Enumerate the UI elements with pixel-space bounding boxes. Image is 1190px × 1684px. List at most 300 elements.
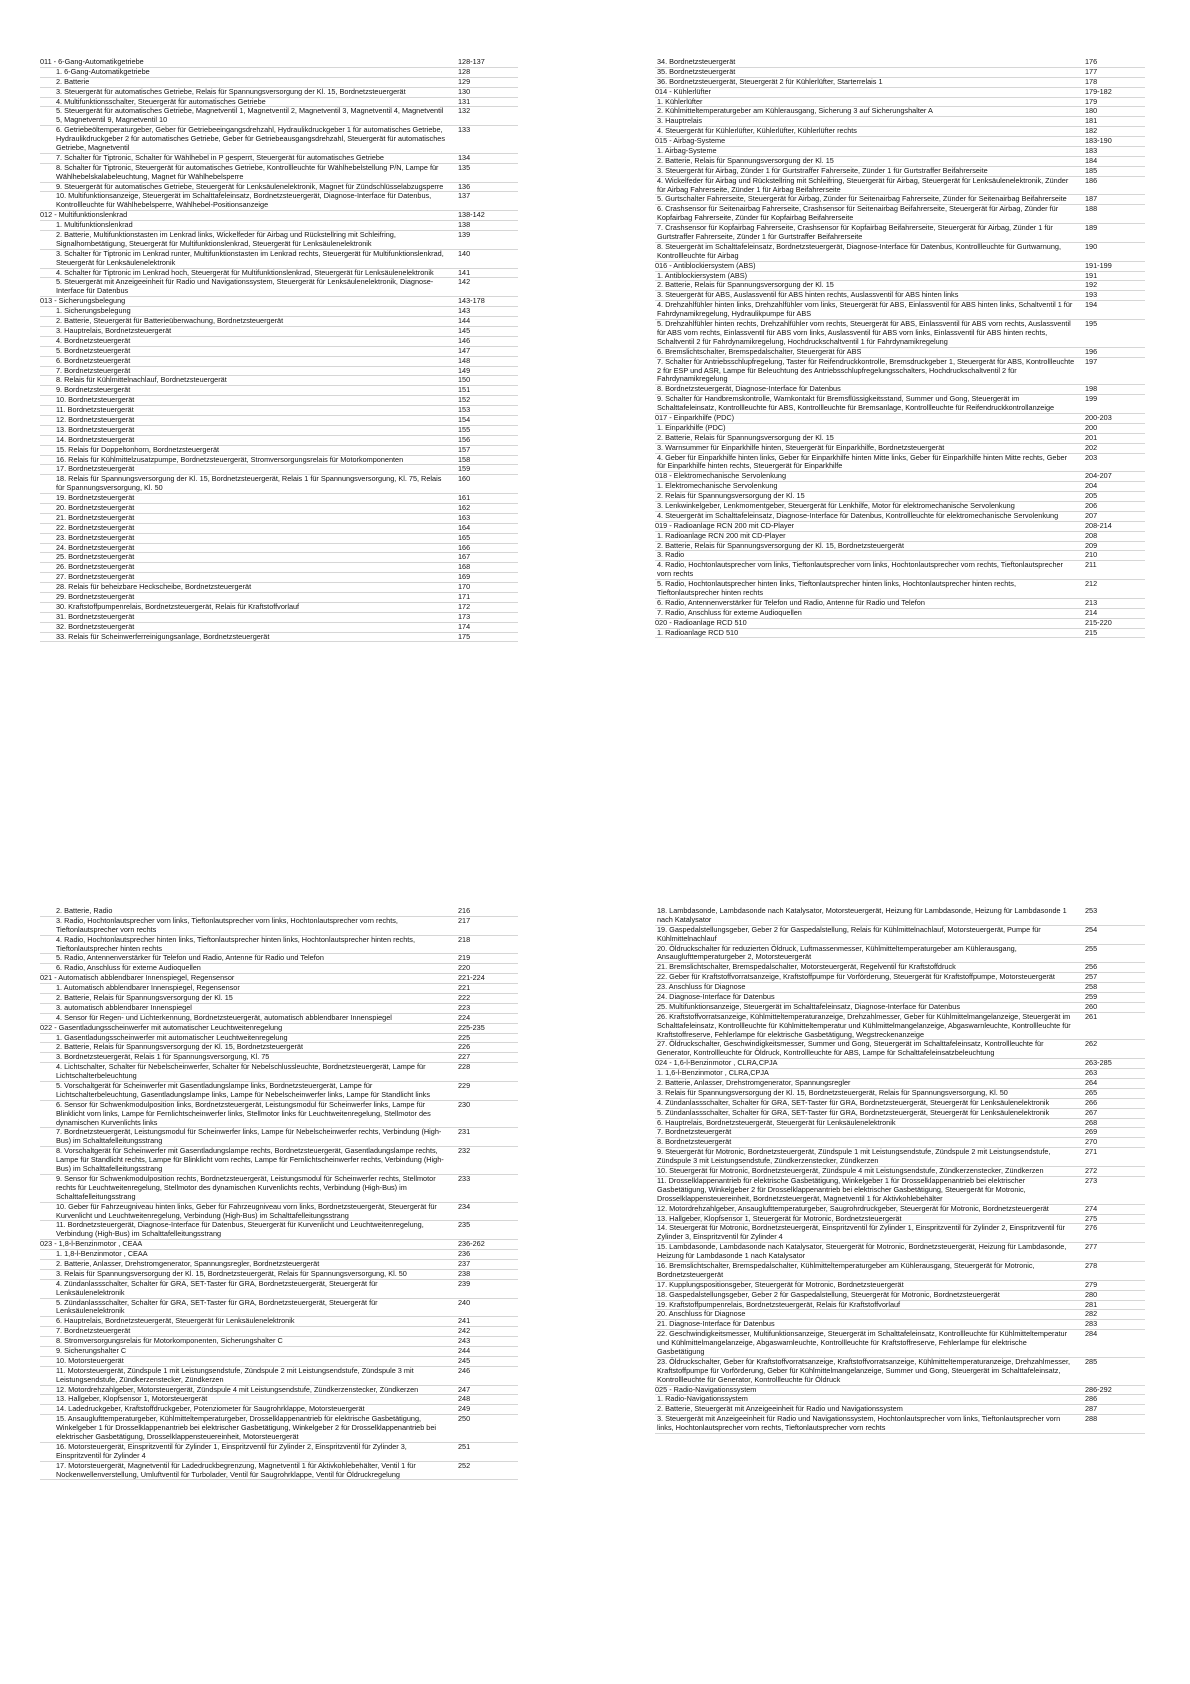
toc-entry <box>655 1358 1145 1386</box>
toc-entry-page: 206 <box>1085 500 1098 510</box>
toc-entry-title: 25. Multifunktionsanzeige, Steuergerät im Schalttafeleinsatz, Diagnose-Interface für Datenbus <box>657 1001 960 1011</box>
toc-entry-page: 263-285 <box>1085 1058 1112 1068</box>
toc-entry-title: 8. Relais für Kühlmittelnachlauf, Bordnetzsteuergerät <box>56 375 227 385</box>
toc-entry-page: 276 <box>1085 1223 1098 1233</box>
toc-entry <box>655 1415 1145 1434</box>
toc-entry <box>40 936 518 955</box>
toc-entry-page: 176 <box>1085 57 1098 66</box>
toc-entry-page: 273 <box>1085 1175 1098 1185</box>
toc-entry-title: 4. Multifunktionsschalter, Steuergerät für automatisches Getriebe <box>56 96 266 106</box>
toc-entry-page: 175 <box>458 631 471 641</box>
toc-section-heading <box>655 137 1145 147</box>
toc-entry-title: 23. Bordnetzsteuergerät <box>56 532 135 542</box>
toc-entry-page: 219 <box>458 953 471 963</box>
toc-entry-title: 4. Wickelfeder für Airbag und Rückstellring mit Schleifring, Steuergerät für Airbag, Steuergerät für Lenksäulenelektronik, Zünder für Airbag Fahrerseite, Zünder 1 für Airbag Beifahrerseite <box>657 175 1069 194</box>
toc-entry-title: 024 - 1,6-l-Benzinmotor , CLRA,CPJA <box>655 1058 778 1068</box>
toc-entry-page: 161 <box>458 493 471 503</box>
toc-entry-page: 223 <box>458 1002 471 1012</box>
toc-entry-title: 16. Bremslichtschalter, Bremspedalschalter, Kühlmitteltemperaturgeber am Kühlerausgang, Steuergerät für Motronic, Bordnetzsteuergerät <box>657 1260 1035 1279</box>
toc-entry-title: 6. Getriebeöltemperaturgeber, Geber für Getriebeeingangsdrehzahl, Hydraulikdruckgeber 1 für automatisches Getriebe, Hydraulikdruckgeber 2 für automatisches Getriebe, Geber für Getriebeausgangsdrehzahl, Steuergerät für automatisches Getriebe, Magnetventil <box>56 125 445 153</box>
toc-entry-title: 10. Geber für Fahrzeugniveau hinten links, Geber für Fahrzeugniveau vorn links, Bordnetzsteuergerät, Steuergerät für Kurvenlicht und Leuchtweitenregelung, Verbindung (High-Bus) im Schalttafelleitungsstrang <box>56 1201 437 1220</box>
toc-entry-title: 3. Relais für Spannungsversorgung der Kl. 15, Bordnetzsteuergerät, Relais für Spannungsversorgung, Kl. 50 <box>56 1268 407 1278</box>
toc-entry-title: 9. Steuergerät für automatisches Getriebe, Steuergerät für Lenksäulenelektronik, Magnet für Zündschlüsselabzugsperre <box>56 181 444 191</box>
toc-entry <box>40 1175 518 1203</box>
toc-entry-page: 200 <box>1085 422 1098 432</box>
toc-entry-page: 138-142 <box>458 210 485 220</box>
toc-entry-title: 7. Schalter für Tiptronic, Schalter für Wählhebel in P gesperrt, Steuergerät für automatisches Getriebe <box>56 152 384 162</box>
toc-entry-page: 184 <box>1085 155 1098 165</box>
toc-entry-title: 3. Radio <box>657 550 685 560</box>
toc-entry-title: 7. Bordnetzsteuergerät <box>56 1326 131 1336</box>
toc-entry-page: 248 <box>458 1394 471 1404</box>
toc-entry-page: 172 <box>458 601 471 611</box>
toc-entry <box>40 1203 518 1222</box>
toc-entry-page: 153 <box>458 405 471 415</box>
toc-entry-title: 015 - Airbag-Systeme <box>655 136 726 146</box>
toc-entry-page: 236-262 <box>458 1239 485 1249</box>
toc-entry-page: 271 <box>1085 1147 1098 1157</box>
toc-entry <box>40 1221 518 1240</box>
toc-entry <box>40 164 518 183</box>
toc-entry-title: 3. Hauptrelais, Bordnetzsteuergerät <box>56 325 172 335</box>
toc-entry-page: 144 <box>458 316 471 326</box>
toc-entry-title: 17. Kupplungspositionsgeber, Steuergerät für Motronic, Bordnetzsteuergerät <box>657 1279 904 1289</box>
toc-entry-page: 204 <box>1085 481 1098 491</box>
toc-entry-title: 11. Bordnetzsteuergerät <box>56 405 134 415</box>
toc-entry-title: 1. Radio-Navigationssystem <box>657 1394 748 1404</box>
toc-entry-page: 190 <box>1085 241 1098 251</box>
toc-entry-title: 33. Relais für Scheinwerferreinigungsanlage, Bordnetzsteuergerät <box>56 631 270 641</box>
toc-entry <box>40 1415 518 1443</box>
toc-entry-page: 133 <box>458 125 471 135</box>
toc-entry-title: 021 - Automatisch abblendbarer Innenspiegel, Regensensor <box>40 973 235 983</box>
toc-entry-title: 018 - Elektromechanische Servolenkung <box>655 471 787 481</box>
toc-entry-page: 158 <box>458 454 471 464</box>
toc-entry-page: 173 <box>458 611 471 621</box>
toc-entry-title: 34. Bordnetzsteuergerät <box>657 57 736 66</box>
toc-entry-title: 3. Bordnetzsteuergerät, Relais 1 für Spannungsversorgung, Kl. 75 <box>56 1052 270 1062</box>
toc-entry-page: 237 <box>458 1258 471 1268</box>
toc-entry-page: 162 <box>458 502 471 512</box>
toc-entry <box>655 1224 1145 1243</box>
toc-entry-title: 21. Bordnetzsteuergerät <box>56 512 135 522</box>
toc-entry <box>40 1128 518 1147</box>
toc-entry-page: 210 <box>1085 550 1098 560</box>
toc-entry-title: 10. Motorsteuergerät <box>56 1355 124 1365</box>
toc-entry-title: 8. Schalter für Tiptronic, Steuergerät für automatisches Getriebe, Kontrollleuchte für Wählhebelstellung P/N, Lampe für Wählhebelskalabeleuchtung, Magnet für Wählhebelsperre <box>56 162 439 181</box>
toc-entry-page: 152 <box>458 395 471 405</box>
toc-entry-title: 1. Gasentladungsscheinwerfer mit automatischer Leuchtweitenregelung <box>56 1032 288 1042</box>
toc-entry <box>40 1367 518 1386</box>
toc-entry-title: 25. Bordnetzsteuergerät <box>56 552 135 562</box>
toc-entry-title: 19. Kraftstoffpumpenrelais, Bordnetzsteuergerät, Relais für Kraftstoffvorlauf <box>657 1299 901 1309</box>
toc-entry-title: 9. Schalter für Handbremskontrolle, Warnkontakt für Bremsflüssigkeitsstand, Summer und Gong, Steuergerät im Schalttafeleinsatz, Kontrollleuchte für ABS, Kontrollleuchte für Bremsanlage, Kontrollleuchte für Reifendruckkontrollanzeige <box>657 394 1055 413</box>
toc-entry-title: 5. Steuergerät mit Anzeigeeinheit für Radio und Navigationssystem, Steuergerät für Lenksäulenelektronik, Diagnose-Interface für Datenbus <box>56 277 434 296</box>
toc-entry-title: 2. Batterie, Relais für Spannungsversorgung der Kl. 15 <box>657 280 834 290</box>
toc-entry-page: 164 <box>458 522 471 532</box>
toc-entry-page: 225 <box>458 1032 471 1042</box>
toc-entry <box>655 580 1145 599</box>
toc-entry-page: 277 <box>1085 1242 1098 1252</box>
toc-entry-title: 9. Sicherungshalter C <box>56 1345 127 1355</box>
toc-entry-title: 5. Vorschaltgerät für Scheinwerfer mit Gasentladungslampe links, Bordnetzsteuergerät, Lampe für Lichtschalterbeleuchtung, Gasentladungslampe links, Lampe für Nebelscheinwerfer links, Lampe für Standlicht links <box>56 1081 430 1099</box>
toc-entry-page: 154 <box>458 414 471 424</box>
toc-entry-title: 7. Bordnetzsteuergerät <box>657 1127 732 1137</box>
toc-entry-page: 208 <box>1085 530 1098 540</box>
toc-entry-page: 228 <box>458 1062 471 1072</box>
toc-entry-page: 169 <box>458 572 471 582</box>
toc-entry-title: 9. Sensor für Schwenkmodulposition rechts, Bordnetzsteuergerät, Leistungsmodul für Scheinwerfer rechts, Stellmotor rechts für Leuchtweitenregelung, Stellmotor des dynamischen Kurvenlichts rechts, Verbindung (High-Bus) im Schalttafelleitungsstrang <box>56 1173 436 1201</box>
toc-entry <box>40 1462 518 1481</box>
toc-entry-title: 11. Motorsteuergerät, Zündspule 1 mit Leistungsendstufe, Zündspule 2 mit Leistungsendstufe, Zündspule 3 mit Leistungsendstufe, Zündkerzenstecker, Zündkerzen <box>56 1365 414 1384</box>
toc-entry-page: 148 <box>458 355 471 365</box>
toc-entry-page: 258 <box>1085 982 1098 992</box>
toc-entry-title: 022 - Gasentladungsscheinwerfer mit automatischer Leuchtweitenregelung <box>40 1022 283 1032</box>
toc-entry-title: 3. Radio, Hochtonlautsprecher vorn links, Tieftonlautsprecher vorn links, Hochtonlautsprecher vorn rechts, Tieftonlautsprecher vorn rechts <box>56 915 398 934</box>
toc-entry-title: 30. Kraftstoffpumpenrelais, Bordnetzsteuergerät, Relais für Kraftstoffvorlauf <box>56 601 300 611</box>
toc-entry-page: 259 <box>1085 992 1098 1002</box>
toc-entry-page: 268 <box>1085 1117 1098 1127</box>
toc-entry-page: 231 <box>458 1127 471 1137</box>
toc-entry-page: 131 <box>458 96 471 106</box>
toc-entry-page: 255 <box>1085 943 1098 953</box>
toc-entry-page: 136 <box>458 181 471 191</box>
toc-entry-page: 265 <box>1085 1087 1098 1097</box>
toc-entry-title: 6. Radio, Antennenverstärker für Telefon und Radio, Antenne für Radio und Telefon <box>657 597 925 607</box>
toc-entry-page: 208-214 <box>1085 520 1112 530</box>
toc-entry-page: 143-178 <box>458 296 485 306</box>
toc-entry-page: 142 <box>458 277 471 287</box>
toc-entry-page: 262 <box>1085 1039 1098 1049</box>
toc-entry <box>655 301 1145 320</box>
toc-entry-page: 260 <box>1085 1001 1098 1011</box>
toc-entry-title: 2. Batterie, Radio <box>56 906 113 915</box>
toc-entry-title: 4. Lichtschalter, Schalter für Nebelscheinwerfer, Schalter für Nebelschlussleuchte, Bordnetzsteuergerät, Lampe für Lichtschalterbeleuchtung <box>56 1062 426 1081</box>
toc-entry-title: 2. Batterie, Anlasser, Drehstromgenerator, Spannungsregler <box>657 1078 851 1088</box>
toc-entry-page: 179-182 <box>1085 86 1112 96</box>
toc-entry-title: 22. Geschwindigkeitsmesser, Multifunktionsanzeige, Steuergerät im Schalttafeleinsatz, Kontrollleuchte für Kühlmitteltemperatur und Kühlmittelmangelanzeige, Abgaswarnleuchte, Kontrollleuchte für Kraftstoffreserve, Fehlerlampe für elektrische Gasbetätigung <box>657 1329 1068 1356</box>
toc-entry-title: 14. Bordnetzsteuergerät <box>56 434 135 444</box>
toc-entry <box>40 250 518 269</box>
toc-entry <box>655 542 1145 552</box>
toc-entry-title: 2. Batterie, Steuergerät für Batterieüberwachung, Bordnetzsteuergerät <box>56 316 284 326</box>
toc-entry-page: 202 <box>1085 442 1098 452</box>
toc-entry-page: 149 <box>458 365 471 375</box>
toc-entry-page: 174 <box>458 621 471 631</box>
toc-entry-page: 207 <box>1085 510 1098 520</box>
toc-entry-title: 3. Lenkwinkelgeber, Lenkmomentgeber, Steuergerät für Lenkhilfe, Motor für elektromechanische Servolenkung <box>657 500 1015 510</box>
toc-entry-page: 191-199 <box>1085 260 1112 270</box>
toc-entry-page: 226 <box>458 1042 471 1052</box>
toc-entry-page: 192 <box>1085 280 1098 290</box>
toc-entry-title: 24. Diagnose-Interface für Datenbus <box>657 992 775 1002</box>
toc-entry-title: 1. Antiblockiersystem (ABS) <box>657 270 748 280</box>
toc-entry-page: 263 <box>1085 1068 1098 1078</box>
toc-entry-title: 18. Lambdasonde, Lambdasonde nach Katalysator, Motorsteuergerät, Heizung für Lambdasonde, Heizung für Lambdasonde 1 nach Katalysator <box>657 906 1067 924</box>
toc-top-left <box>40 58 518 642</box>
toc-entry-title: 26. Bordnetzsteuergerät <box>56 562 135 572</box>
toc-entry-title: 13. Bordnetzsteuergerät <box>56 424 135 434</box>
toc-entry-page: 270 <box>1085 1137 1098 1147</box>
toc-entry-title: 5. Zündanlassschalter, Schalter für GRA, SET-Taster für GRA, Bordnetzsteuergerät, Steuergerät für Lenksäulenelektronik <box>657 1107 1050 1117</box>
toc-entry-title: 1. Einparkhilfe (PDC) <box>657 422 726 432</box>
toc-entry <box>40 192 518 211</box>
toc-entry <box>40 278 518 297</box>
toc-entry <box>655 1148 1145 1167</box>
toc-entry <box>40 1443 518 1462</box>
toc-entry-page: 215-220 <box>1085 617 1112 627</box>
toc-entry-page: 269 <box>1085 1127 1098 1137</box>
toc-entry-title: 19. Gaspedalstellungsgeber, Geber 2 für Gaspedalstellung, Relais für Kühlmittelnachlauf, Motorsteuergerät, Pumpe für Kühlmittelnachlauf <box>657 924 1041 943</box>
toc-entry-title: 7. Crashsensor für Kopfairbag Fahrerseite, Crashsensor für Kopfairbag Beifahrerseite, Steuergerät für Airbag, Zünder 1 für Gurtstraffer Fahrerseite, Zünder 1 für Gurtstraffer Beifahrerseite <box>657 223 1053 242</box>
toc-entry-title: 20. Bordnetzsteuergerät <box>56 502 135 512</box>
toc-entry-title: 8. Bordnetzsteuergerät, Diagnose-Interface für Datenbus <box>657 384 841 394</box>
toc-entry-title: 1. Radioanlage RCD 510 <box>657 627 739 637</box>
toc-entry-page: 232 <box>458 1146 471 1156</box>
toc-entry <box>40 126 518 154</box>
toc-entry-page: 222 <box>458 993 471 1003</box>
toc-entry-title: 3. Schalter für Tiptronic im Lenkrad runter, Multifunktionstasten im Lenkrad rechts, Steuergerät für Multifunktionslenkrad, Steuergerät für Lenksäulenelektronik <box>56 248 444 267</box>
toc-entry <box>40 917 518 936</box>
toc-entry-page: 247 <box>458 1384 471 1394</box>
toc-entry-title: 23. Anschluss für Diagnose <box>657 982 746 992</box>
toc-entry-title: 1. Elektromechanische Servolenkung <box>657 481 778 491</box>
toc-entry-page: 141 <box>458 267 471 277</box>
toc-entry-page: 200-203 <box>1085 412 1112 422</box>
toc-entry <box>40 1280 518 1299</box>
toc-entry-page: 244 <box>458 1345 471 1355</box>
toc-entry-title: 4. Zündanlassschalter, Schalter für GRA, SET-Taster für GRA, Bordnetzsteuergerät, Steuergerät für Lenksäulenelektronik <box>657 1097 1050 1107</box>
toc-entry-page: 191 <box>1085 270 1098 280</box>
toc-entry-title: 5. Bordnetzsteuergerät <box>56 345 131 355</box>
toc-entry-page: 203 <box>1085 452 1098 462</box>
toc-entry <box>655 224 1145 243</box>
toc-entry-title: 2. Batterie, Steuergerät mit Anzeigeeinheit für Radio und Navigationssystem <box>657 1404 903 1414</box>
toc-section-heading <box>655 414 1145 424</box>
toc-entry-title: 23. Öldruckschalter, Geber für Kraftstoffvorratsanzeige, Kraftstoffvorratsanzeige, Kühlmitteltemperaturanzeige, Drehzahlmesser, Kraftstoffpumpe für Vorförderung, Geber für Kühlmittelmangelanzeige, Summer und Gong, Steuergerät im Schalttafeleinsatz, Kontrollleuchte für Generator, Kontrollleuchte für Öldruck <box>657 1356 1071 1384</box>
toc-entry-title: 27. Bordnetzsteuergerät <box>56 572 135 582</box>
toc-entry-page: 204-207 <box>1085 471 1112 481</box>
toc-entry-page: 254 <box>1085 924 1098 934</box>
toc-entry-title: 15. Relais für Doppeltonhorn, Bordnetzsteuergerät <box>56 444 220 454</box>
toc-entry-page: 286 <box>1085 1394 1098 1404</box>
toc-entry-title: 20. Anschluss für Diagnose <box>657 1309 746 1319</box>
toc-entry-page: 196 <box>1085 346 1098 356</box>
toc-entry-title: 4. Geber für Einparkhilfe hinten links, Geber für Einparkhilfe hinten Mitte links, Geber für Einparkhilfe hinten Mitte rechts, Geber für Einparkhilfe hinten rechts, Steuergerät für Einparkhilfe <box>657 452 1068 471</box>
toc-entry-title: 1. Sicherungsbelegung <box>56 306 131 316</box>
toc-entry-title: 2. Kühlmitteltemperaturgeber am Kühlerausgang, Sicherung 3 auf Sicherungshalter A <box>657 106 933 116</box>
toc-entry-title: 020 - Radioanlage RCD 510 <box>655 617 747 627</box>
toc-entry-page: 198 <box>1085 384 1098 394</box>
toc-entry-page: 145 <box>458 325 471 335</box>
toc-entry-page: 274 <box>1085 1203 1098 1213</box>
toc-entry-title: 5. Drehzahlfühler hinten rechts, Drehzahlfühler vorn rechts, Steuergerät für ABS, Einlassventil für ABS vorn rechts, Auslassventil für ABS vorn rechts, Einlassventil für ABS vorn links, Auslassventil für ABS vorn links, Einlassventil für ABS hinten rechts, Schaltventil 2 für Fahrdynamikregelung, Hochdruckschaltventil 1 für Fahrdynamikregelung <box>657 319 1071 346</box>
toc-entry-page: 240 <box>458 1297 471 1307</box>
toc-entry-title: 20. Öldruckschalter für reduzierten Öldruck, Luftmassenmesser, Kühlmitteltemperaturgeber am Kühlerausgang, Ansauglufttemperaturgeber 2, Motorsteuergerät <box>657 943 1017 962</box>
toc-entry-title: 6. Bordnetzsteuergerät <box>56 355 131 365</box>
toc-entry-page: 201 <box>1085 432 1098 442</box>
toc-entry-page: 243 <box>458 1336 471 1346</box>
toc-entry-page: 239 <box>458 1278 471 1288</box>
toc-entry <box>40 231 518 250</box>
toc-entry-page: 151 <box>458 385 471 395</box>
toc-entry-page: 246 <box>458 1365 471 1375</box>
toc-entry <box>655 358 1145 386</box>
toc-entry-page: 199 <box>1085 394 1098 404</box>
toc-entry-title: 17. Motorsteuergerät, Magnetventil für Ladedruckbegrenzung, Magnetventil 1 für Aktivkohlebehälter, Ventil 1 für Nockenwellenverstellung, Umluftventil für Turbolader, Ventil für Saugrohrklappe, Ventil für Öldruckregelung <box>56 1460 416 1479</box>
toc-entry-title: 6. Bremslichtschalter, Bremspedalschalter, Steuergerät für ABS <box>657 346 862 356</box>
toc-entry-title: 26. Kraftstoffvorratsanzeige, Kühlmitteltemperaturanzeige, Drehzahlmesser, Geber für Kühlmittelmangelanzeige, Steuergerät im Schalttafeleinsatz, Kontrollleuchte für Kühlmitteltemperatur und Kühlmittelmangelanzeige, Abgaswarnleuchte, Kontrollleuchte für Kraftstoffreserve, Fehlerlampe für elektrische Gasbetätigung, Wegstreckenanzeige <box>657 1011 1071 1039</box>
toc-entry-title: 9. Bordnetzsteuergerät <box>56 385 131 395</box>
toc-entry-title: 2. Batterie, Anlasser, Drehstromgenerator, Spannungsregler, Bordnetzsteuergerät <box>56 1258 320 1268</box>
toc-entry-page: 163 <box>458 512 471 522</box>
toc-entry-title: 1. Kühlerlüfter <box>657 96 703 106</box>
toc-entry-page: 218 <box>458 934 471 944</box>
toc-entry-page: 217 <box>458 915 471 925</box>
toc-entry-page: 186 <box>1085 175 1098 185</box>
toc-entry-title: 3. Steuergerät für ABS, Auslassventil für ABS hinten rechts, Auslassventil für ABS hinten links <box>657 290 959 300</box>
toc-entry-title: 1. 1,8-l-Benzinmotor , CEAA <box>56 1249 148 1259</box>
toc-entry-page: 278 <box>1085 1260 1098 1270</box>
toc-entry-title: 6. Sensor für Schwenkmodulposition links, Bordnetzsteuergerät, Leistungsmodul für Scheinwerfer links, Lampe für Blinklicht vorn links, Lampe für Fernlichtscheinwerfer links, Stellmotor links für Leuchtweitenregelung, Stellmotor des dynamischen Kurvenlichts links <box>56 1099 431 1127</box>
toc-entry-page: 233 <box>458 1173 471 1183</box>
toc-entry <box>40 1082 518 1101</box>
toc-entry <box>40 1147 518 1175</box>
toc-entry-page: 286-292 <box>1085 1384 1112 1394</box>
toc-entry <box>655 1040 1145 1059</box>
toc-entry-page: 284 <box>1085 1329 1098 1339</box>
toc-entry-page: 285 <box>1085 1356 1098 1366</box>
toc-entry-page: 139 <box>458 230 471 240</box>
toc-entry-title: 4. Zündanlassschalter, Schalter für GRA, SET-Taster für GRA, Bordnetzsteuergerät, Steuergerät für Lenksäulenelektronik <box>56 1278 378 1297</box>
toc-entry-title: 7. Bordnetzsteuergerät <box>56 365 131 375</box>
toc-entry-page: 251 <box>458 1441 471 1451</box>
toc-entry <box>655 1262 1145 1281</box>
toc-entry-page: 220 <box>458 963 471 973</box>
toc-entry-title: 29. Bordnetzsteuergerät <box>56 591 135 601</box>
toc-entry-page: 238 <box>458 1268 471 1278</box>
toc-entry-page: 135 <box>458 162 471 172</box>
toc-entry-title: 3. Steuergerät für automatisches Getriebe, Relais für Spannungsversorgung der Kl. 15, Bordnetzsteuergerät <box>56 86 406 96</box>
toc-entry <box>40 1299 518 1318</box>
toc-entry-page: 212 <box>1085 579 1098 589</box>
toc-entry-page: 264 <box>1085 1078 1098 1088</box>
toc-entry-page: 275 <box>1085 1213 1098 1223</box>
toc-entry-page: 181 <box>1085 116 1098 126</box>
toc-entry-page: 188 <box>1085 204 1098 214</box>
toc-entry-page: 193 <box>1085 290 1098 300</box>
toc-entry-page: 283 <box>1085 1319 1098 1329</box>
toc-entry-title: 27. Öldruckschalter, Geschwindigkeitsmesser, Summer und Gong, Steuergerät im Schalttafeleinsatz, Kontrollleuchte für Generator, Kontrollleuchte für Öldruck, Kontrollleuchte für ABS, Lampe für Schalttafeleinsatzbeleuchtung <box>657 1039 1044 1058</box>
toc-top-right <box>655 58 1145 638</box>
toc-entry-title: 2. Batterie, Relais für Spannungsversorgung der Kl. 15 <box>56 993 233 1003</box>
toc-entry-page: 272 <box>1085 1166 1098 1176</box>
toc-entry-title: 016 - Antiblockiersystem (ABS) <box>655 260 756 270</box>
toc-entry-page: 160 <box>458 474 471 484</box>
toc-entry-page: 183-190 <box>1085 136 1112 146</box>
toc-entry-page: 215 <box>1085 627 1098 637</box>
toc-entry <box>655 1243 1145 1262</box>
toc-entry-page: 195 <box>1085 319 1098 329</box>
toc-entry-title: 21. Diagnose-Interface für Datenbus <box>657 1319 775 1329</box>
toc-entry-page: 165 <box>458 532 471 542</box>
toc-entry-page: 147 <box>458 345 471 355</box>
toc-entry-page: 143 <box>458 306 471 316</box>
toc-entry <box>655 945 1145 964</box>
toc-entry-title: 6. Hauptrelais, Bordnetzsteuergerät, Steuergerät für Lenksäulenelektronik <box>657 1117 896 1127</box>
toc-entry-title: 4. Sensor für Regen- und Lichterkennung, Bordnetzsteuergerät, automatisch abblendbarer Innenspiegel <box>56 1012 392 1022</box>
toc-entry-page: 167 <box>458 552 471 562</box>
toc-entry-page: 187 <box>1085 194 1098 204</box>
toc-entry-title: 011 - 6-Gang-Automatikgetriebe <box>40 57 144 66</box>
toc-entry-page: 253 <box>1085 906 1098 915</box>
toc-entry-page: 241 <box>458 1316 471 1326</box>
toc-entry-title: 8. Bordnetzsteuergerät <box>657 1137 732 1147</box>
toc-entry-page: 229 <box>458 1081 471 1091</box>
toc-entry-title: 6. Radio, Anschluss für externe Audioquellen <box>56 963 201 973</box>
toc-entry-page: 224 <box>458 1012 471 1022</box>
toc-entry <box>655 629 1145 639</box>
toc-entry-page: 236 <box>458 1249 471 1259</box>
toc-entry-title: 1. Automatisch abblendbarer Innenspiegel, Regensensor <box>56 983 240 993</box>
toc-entry <box>40 107 518 126</box>
toc-entry-page: 214 <box>1085 607 1098 617</box>
toc-entry-title: 7. Radio, Anschluss für externe Audioquellen <box>657 607 802 617</box>
toc-entry-title: 32. Bordnetzsteuergerät <box>56 621 135 631</box>
toc-entry <box>40 68 518 78</box>
toc-entry-title: 13. Hallgeber, Klopfsensor 1, Steuergerät für Motronic, Bordnetzsteuergerät <box>657 1213 902 1223</box>
toc-entry <box>655 107 1145 117</box>
toc-entry-page: 156 <box>458 434 471 444</box>
toc-entry-title: 013 - Sicherungsbelegung <box>40 296 126 306</box>
toc-entry-page: 213 <box>1085 597 1098 607</box>
toc-entry-page: 205 <box>1085 491 1098 501</box>
toc-entry-title: 22. Geber für Kraftstoffvorratsanzeige, Kraftstoffpumpe für Vorförderung, Steuergerät für Kraftstoffpumpe, Motorsteuergerät <box>657 972 1055 982</box>
toc-entry-page: 216 <box>458 906 471 915</box>
toc-entry-page: 211 <box>1085 560 1097 570</box>
toc-entry-title: 3. Warnsummer für Einparkhilfe hinten, Steuergerät für Einparkhilfe, Bordnetzsteuergerät <box>657 442 945 452</box>
toc-entry-title: 24. Bordnetzsteuergerät <box>56 542 135 552</box>
toc-entry-title: 31. Bordnetzsteuergerät <box>56 611 135 621</box>
toc-entry-title: 2. Batterie, Relais für Spannungsversorgung der Kl. 15 <box>657 155 834 165</box>
toc-entry-page: 257 <box>1085 972 1098 982</box>
toc-entry <box>655 177 1145 196</box>
toc-entry-title: 2. Batterie, Relais für Spannungsversorgung der Kl. 15 <box>657 432 834 442</box>
toc-entry-title: 1. Radioanlage RCN 200 mit CD-Player <box>657 530 786 540</box>
toc-entry-page: 189 <box>1085 223 1098 233</box>
toc-entry-page: 129 <box>458 76 471 86</box>
toc-entry-title: 12. Motordrehzahlgeber, Motorsteuergerät, Zündspule 4 mit Leistungsendstufe, Zündkerzenstecker, Zündkerzen <box>56 1384 419 1394</box>
toc-entry-page: 159 <box>458 464 471 474</box>
toc-entry <box>40 1101 518 1129</box>
toc-entry-page: 178 <box>1085 76 1098 86</box>
toc-entry-title: 14. Steuergerät für Motronic, Bordnetzsteuergerät, Einspritzventil für Zylinder 1, Einspritzventil für Zylinder 2, Einspritzventil für Zylinder 3, Einspritzventil für Zylinder 4 <box>657 1223 1065 1242</box>
toc-entry-page: 157 <box>458 444 471 454</box>
toc-entry-title: 4. Steuergerät für Kühlerlüfter, Kühlerlüfter, Kühlerlüfter rechts <box>657 126 857 136</box>
toc-entry-title: 13. Hallgeber, Klopfsensor 1, Motorsteuergerät <box>56 1394 208 1404</box>
toc-entry-page: 150 <box>458 375 471 385</box>
toc-entry-page: 227 <box>458 1052 471 1062</box>
toc-entry-page: 281 <box>1085 1299 1098 1309</box>
toc-entry-title: 8. Vorschaltgerät für Scheinwerfer mit Gasentladungslampe rechts, Bordnetzsteuergerät, Gasentladungslampe rechts, Lampe für Standlicht rechts, Lampe für Blinklicht vorn rechts, Lampe für Fernlichtscheinwerfer rechts, Verbindung (High-Bus) im Schalttafelleitungsstrang <box>56 1146 444 1174</box>
toc-entry <box>655 320 1145 348</box>
toc-entry-page: 245 <box>458 1355 471 1365</box>
toc-entry-title: 4. Radio, Hochtonlautsprecher vorn links, Tieftonlautsprecher vorn links, Hochtonlautsprecher vorn rechts, Tieftonlautsprecher vorn rechts <box>657 560 1063 579</box>
toc-entry <box>40 633 518 643</box>
toc-entry-page: 179 <box>1085 96 1098 106</box>
toc-entry-title: 3. Relais für Spannungsversorgung der Kl. 15, Bordnetzsteuergerät, Relais für Spannungsversorgung, Kl. 50 <box>657 1087 1008 1097</box>
toc-entry-title: 2. Batterie, Relais für Spannungsversorgung der Kl. 15, Bordnetzsteuergerät <box>657 540 905 550</box>
